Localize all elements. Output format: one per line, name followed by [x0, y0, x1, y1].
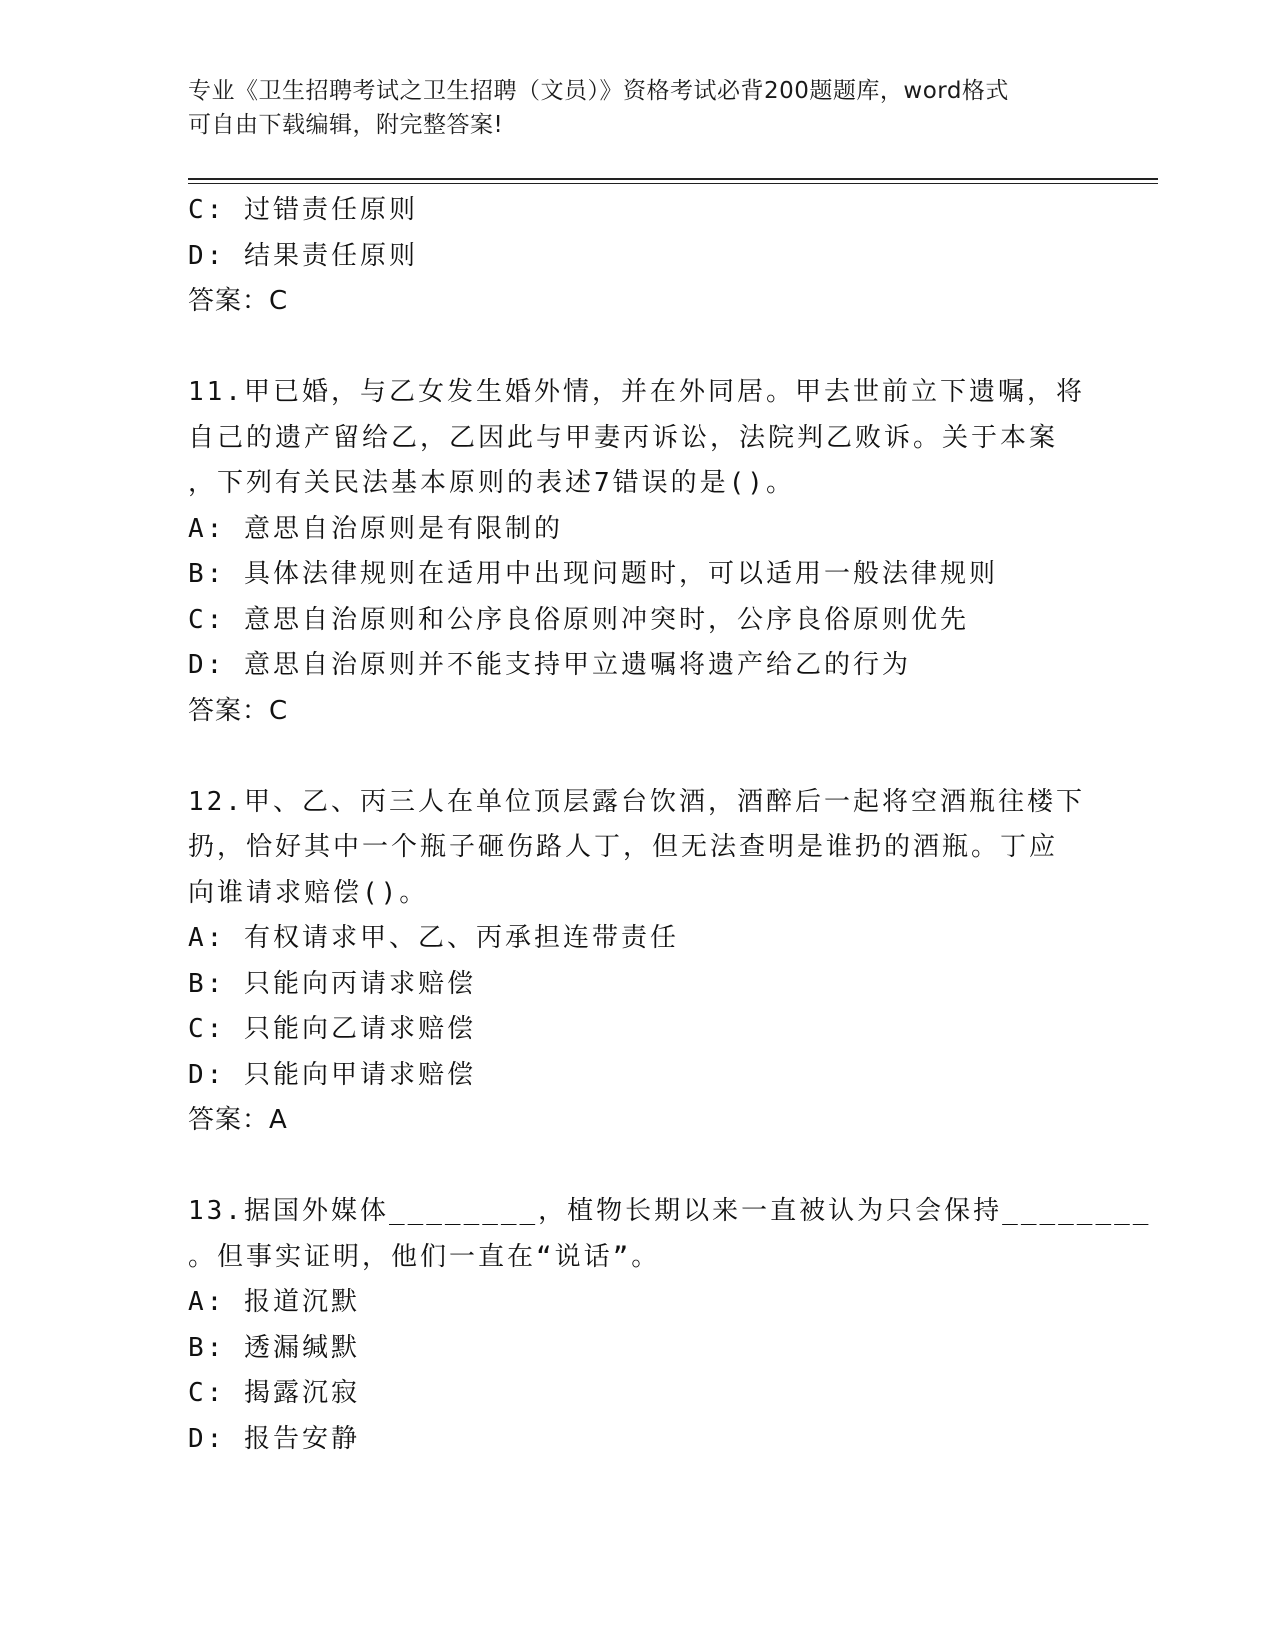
header-title-line-1: 专业《卫生招聘考试之卫生招聘（文员）》资格考试必背200题题库，word格式 [188, 78, 1009, 104]
question-stem-line: 自己的遗产留给乙，乙因此与甲妻丙诉讼，法院判乙败诉。关于本案 [188, 422, 1059, 453]
question-stem-line: 。但事实证明，他们一直在“说话”。 [188, 1241, 661, 1272]
option-b: B: 透漏缄默 [188, 1332, 360, 1363]
option-b: B: 只能向丙请求赔偿 [188, 968, 476, 999]
option-b: B: 具体法律规则在适用中出现问题时，可以适用一般法律规则 [188, 559, 998, 589]
question-stem-line: ，下列有关民法基本原则的表述7错误的是()。 [188, 468, 795, 498]
option-c: C: 过错责任原则 [188, 195, 418, 225]
answer-line: 答案：C [188, 695, 289, 726]
header-divider-thin [188, 183, 1158, 184]
option-d: D: 结果责任原则 [188, 240, 418, 271]
header-divider-thick [188, 178, 1158, 180]
option-c: C: 意思自治原则和公序良俗原则冲突时，公序良俗原则优先 [188, 604, 969, 635]
previous-question-tail [188, 188, 1108, 325]
option-d: D: 意思自治原则并不能支持甲立遗嘱将遗产给乙的行为 [188, 650, 911, 680]
spacer [188, 1144, 1108, 1190]
answer-line: 答案：C [188, 286, 289, 316]
question-11 [188, 370, 1108, 734]
question-stem-line: 12.甲、乙、丙三人在单位顶层露台饮酒，酒醉后一起将空酒瓶往楼下 [188, 786, 1085, 817]
question-stem-line: 向谁请求赔偿()。 [188, 877, 429, 908]
question-stem-line: 扔，恰好其中一个瓶子砸伤路人丁，但无法查明是谁扔的酒瓶。丁应 [188, 832, 1059, 862]
document-header [188, 74, 1088, 142]
header-title-line-2: 可自由下载编辑，附完整答案! [188, 112, 504, 138]
question-stem-line: 13.据国外媒体________，植物长期以来一直被认为只会保持________ [188, 1196, 1152, 1226]
spacer [188, 325, 1108, 371]
question-stem-line: 11.甲已婚，与乙女发生婚外情，并在外同居。甲去世前立下遗嘱，将 [188, 377, 1085, 407]
option-c: C: 只能向乙请求赔偿 [188, 1014, 476, 1044]
option-a: A: 有权请求甲、乙、丙承担连带责任 [188, 923, 679, 953]
option-d: D: 只能向甲请求赔偿 [188, 1059, 476, 1090]
question-13 [188, 1189, 1152, 1462]
option-a: A: 报道沉默 [188, 1287, 360, 1317]
option-c: C: 揭露沉寂 [188, 1378, 360, 1408]
option-a: A: 意思自治原则是有限制的 [188, 513, 563, 544]
answer-line: 答案：A [188, 1105, 288, 1135]
question-list [188, 188, 1152, 1462]
option-d: D: 报告安静 [188, 1423, 360, 1454]
question-12 [188, 780, 1108, 1144]
spacer [188, 734, 1108, 780]
